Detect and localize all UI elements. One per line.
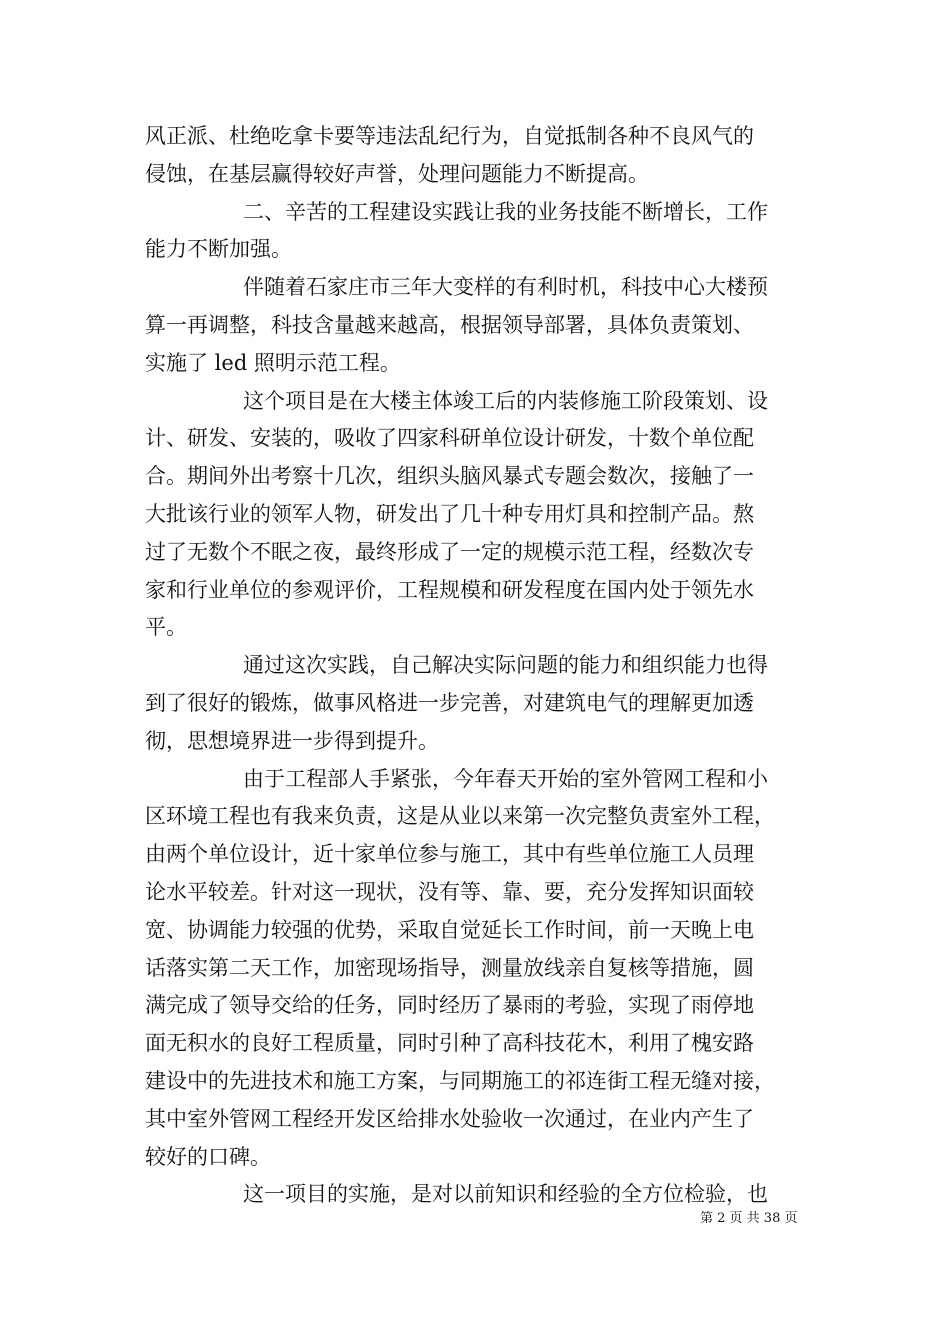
text-line: 算一再调整，科技含量越来越高，根据领导部署，具体负责策划、	[145, 312, 754, 337]
page-number: 第 2 页 共 38 页	[700, 1211, 798, 1226]
text-line: 大批该行业的领军人物，研发出了几十种专用灯具和控制产品。熬	[145, 501, 754, 526]
text-line: 其中室外管网工程经开发区给排水处验收一次通过，在业内产生了	[145, 1106, 754, 1131]
text-line: 论水平较差。针对这一现状，没有等、靠、要，充分发挥知识面较	[145, 879, 754, 904]
text-line: 侵蚀，在基层赢得较好声誉，处理问题能力不断提高。	[145, 161, 649, 186]
text-line: 实施了 led 照明示范工程。	[145, 350, 401, 375]
text-line: 话落实第二天工作，加密现场指导，测量放线亲自复核等措施，圆	[145, 955, 754, 980]
section-heading-line: 能力不断加强。	[145, 237, 292, 262]
text-line: 较好的口碑。	[145, 1144, 271, 1169]
text-line: 建设中的先进技术和施工方案，与同期施工的祁连街工程无缝对接，	[145, 1068, 775, 1093]
text-line: 计、研发、安装的，吸收了四家科研单位设计研发，十数个单位配	[145, 426, 754, 451]
text-line: 区环境工程也有我来负责，这是从业以来第一次完整负责室外工程，	[145, 804, 775, 829]
body-text	[145, 118, 805, 1214]
text-line: 由于工程部人手紧张，今年春天开始的室外管网工程和小	[243, 766, 768, 791]
text-line: 通过这次实践，自己解决实际问题的能力和组织能力也得	[243, 653, 768, 678]
text-line: 宽、协调能力较强的优势，采取自觉延长工作时间，前一天晚上电	[145, 917, 754, 942]
text-line: 伴随着石家庄市三年大变样的有利时机，科技中心大楼预	[243, 275, 768, 300]
text-line: 彻，思想境界进一步得到提升。	[145, 728, 439, 753]
text-line: 这一项目的实施，是对以前知识和经验的全方位检验，也	[243, 1182, 768, 1207]
text-line: 过了无数个不眠之夜，最终形成了一定的规模示范工程，经数次专	[145, 539, 754, 564]
section-heading-line: 二、辛苦的工程建设实践让我的业务技能不断增长，工作	[243, 199, 768, 224]
text-line: 家和行业单位的参观评价，工程规模和研发程度在国内处于领先水	[145, 577, 754, 602]
text-line: 面无积水的良好工程质量，同时引种了高科技花木，利用了槐安路	[145, 1031, 754, 1056]
text-line: 这个项目是在大楼主体竣工后的内装修施工阶段策划、设	[243, 388, 768, 413]
text-line: 到了很好的锻炼，做事风格进一步完善，对建筑电气的理解更加透	[145, 690, 754, 715]
text-line: 平。	[145, 615, 187, 640]
text-line: 满完成了领导交给的任务，同时经历了暴雨的考验，实现了雨停地	[145, 993, 754, 1018]
text-line: 由两个单位设计，近十家单位参与施工，其中有些单位施工人员理	[145, 842, 754, 867]
text-line: 风正派、杜绝吃拿卡要等违法乱纪行为，自觉抵制各种不良风气的	[145, 124, 754, 148]
text-line: 合。期间外出考察十几次，组织头脑风暴式专题会数次，接触了一	[145, 464, 754, 489]
